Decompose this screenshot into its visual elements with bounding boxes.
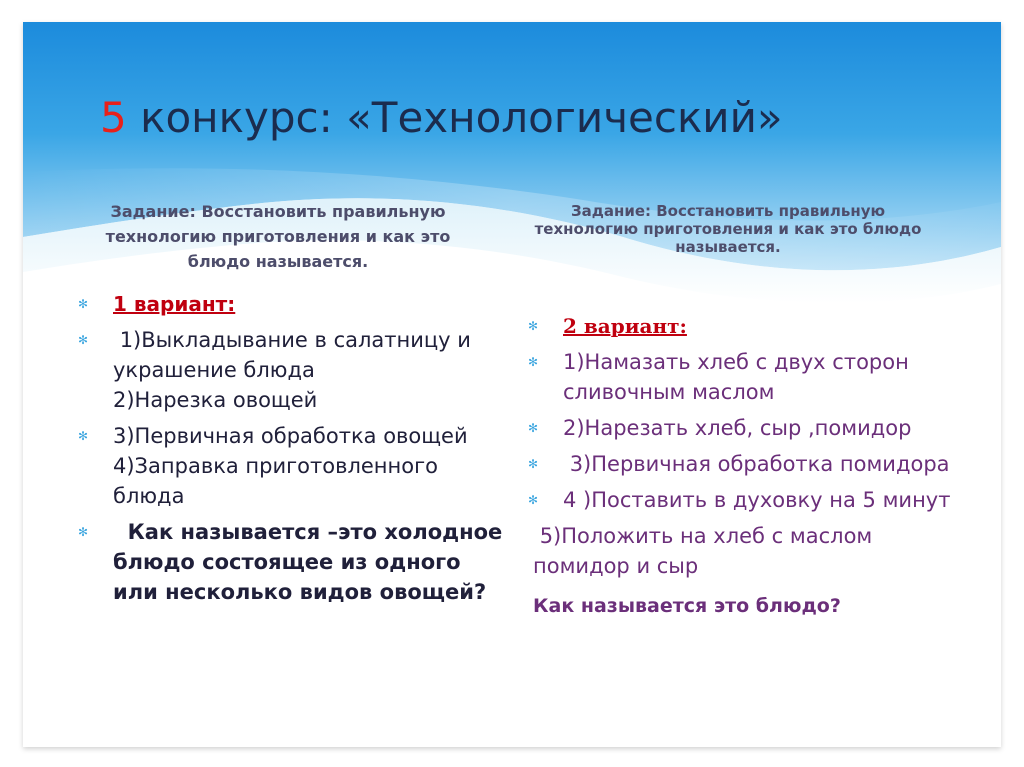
list-item bbox=[78, 289, 508, 319]
list-item-text: 3)Первичная обработка помидора bbox=[563, 452, 950, 476]
list-item bbox=[528, 311, 958, 341]
star-bullet-icon: ✻ bbox=[78, 297, 89, 311]
list-item-text: 1)Намазать хлеб с двух сторон сливочным маслом bbox=[563, 350, 916, 404]
list-item-text: 2)Нарезать хлеб, сыр ,помидор bbox=[563, 416, 912, 440]
list-item-text: 4 )Поставить в духовку на 5 минут bbox=[563, 488, 951, 512]
star-bullet-icon: ✻ bbox=[528, 319, 539, 333]
star-bullet-icon: ✻ bbox=[528, 493, 539, 507]
star-bullet-icon: ✻ bbox=[528, 457, 539, 471]
task-left: Задание: Восстановить правильную технологию приготовления и как это блюдо называется. bbox=[105, 202, 451, 271]
star-bullet-icon: ✻ bbox=[78, 333, 89, 347]
list-item bbox=[78, 421, 508, 511]
variant-2-extra-step: 5)Положить на хлеб с маслом помидор и сыр bbox=[533, 524, 879, 578]
list-item bbox=[528, 347, 958, 407]
title-number: 5 bbox=[100, 93, 127, 142]
title-text: конкурс: «Технологический» bbox=[126, 93, 783, 142]
task-right: Задание: Восстановить правильную технологию приготовления и как это блюдо называется. bbox=[534, 202, 922, 256]
list-item bbox=[528, 413, 958, 443]
list-item bbox=[78, 517, 508, 607]
list-item bbox=[528, 485, 958, 515]
star-bullet-icon: ✻ bbox=[528, 421, 539, 435]
variant-1-list bbox=[78, 289, 508, 613]
list-item-text: 3)Первичная обработка овощей 4)Заправка приготовленного блюда bbox=[113, 424, 468, 508]
slide bbox=[23, 22, 1001, 747]
list-item-text: 1)Выкладывание в салатницу и украшение блюда 2)Нарезка овощей bbox=[113, 328, 471, 412]
list-item bbox=[78, 325, 508, 415]
variant-2-list bbox=[528, 311, 958, 621]
star-bullet-icon: ✻ bbox=[78, 525, 89, 539]
slide-title bbox=[100, 92, 960, 144]
variant-2-header: 2 вариант: bbox=[563, 314, 687, 338]
list-item bbox=[528, 449, 958, 479]
variant-2-question: Как называется это блюдо? bbox=[533, 595, 841, 617]
variant-1-question: Как называется –это холодное блюдо состоящее из одного или несколько видов овощей? bbox=[113, 520, 510, 604]
variant-1-header: 1 вариант: bbox=[113, 292, 236, 316]
star-bullet-icon: ✻ bbox=[528, 355, 539, 369]
star-bullet-icon: ✻ bbox=[78, 429, 89, 443]
